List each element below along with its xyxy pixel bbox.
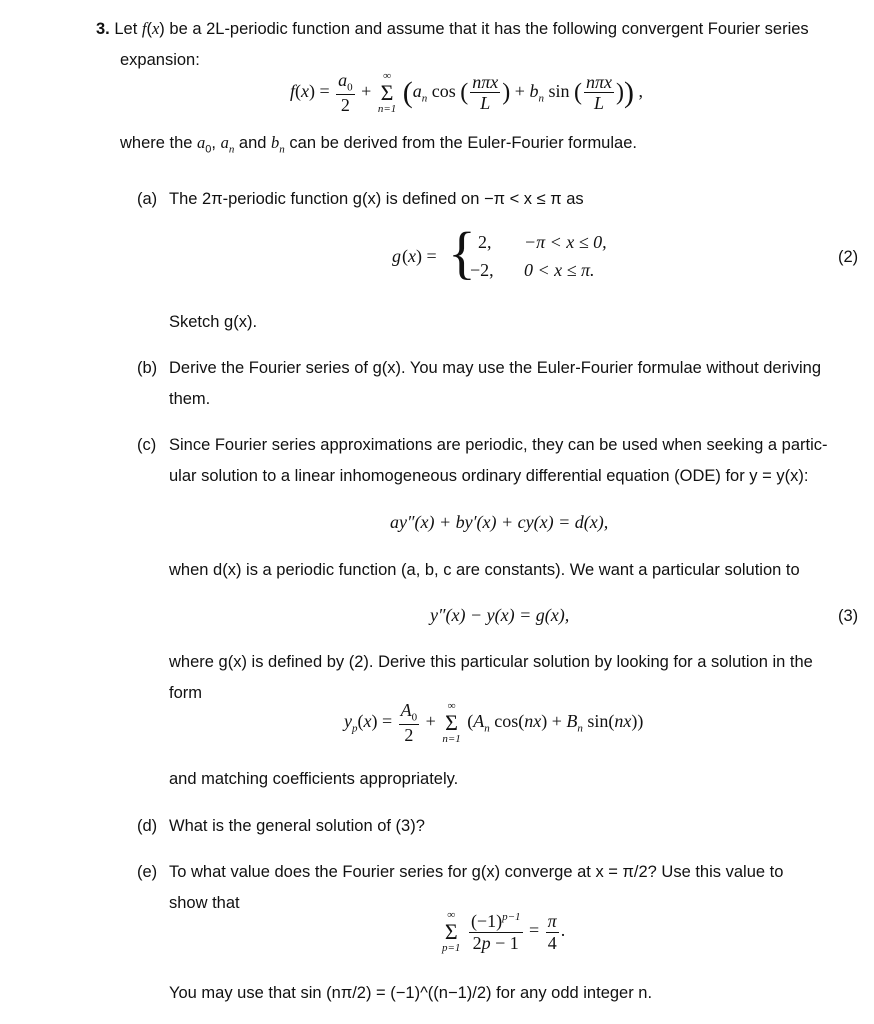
problem-intro: 3. Let f(x) be a 2L-periodic function and assume that it has the following convergent Fourier series xyxy=(96,19,809,38)
intro-line1: be a 2L-periodic function and assume that it has the following convergent Fourier series xyxy=(169,20,809,38)
case1-value: 2, xyxy=(478,232,492,252)
ode-specific: y″(x) − y(x) = g(x), xyxy=(430,605,570,625)
part-a-label: (a) xyxy=(137,190,158,208)
particular-solution-form: $y_p(x)$ = $\frac{A_0}{2}$ + ∞ Σ n=1 ($A_n$ $\cos(nx) + B_n$ sin(nx)) xyxy=(344,699,644,746)
part-c-line4: where g(x) is defined by (2). Derive this particular solution by looking for a solution in the xyxy=(169,653,813,671)
equation-number-3: (3) xyxy=(838,607,859,625)
ode-general: ay″(x) + by′(x) + cy(x) = d(x), xyxy=(390,512,609,532)
part-b-line1: Derive the Fourier series of g(x). You may use the Euler-Fourier formulae without deriving xyxy=(169,359,822,377)
part-c-line2: ular solution to a linear inhomogeneous ordinary differential equation (ODE) for y = y(x): xyxy=(169,467,809,485)
part-b-label: (b) xyxy=(137,359,158,377)
part-b-line2: them. xyxy=(169,390,211,408)
euler-line-text: can be derived from the Euler-Fourier formulae. xyxy=(289,134,637,152)
intro-line2: expansion: xyxy=(120,51,200,69)
case1-condition: −π < x ≤ 0, xyxy=(524,232,607,252)
problem-number: 3. xyxy=(96,20,110,38)
part-e-line1: To what value does the Fourier series for g(x) converge at x = π/2? Use this value to xyxy=(169,863,784,881)
part-c-line5: form xyxy=(169,684,202,702)
part-c-line1: Since Fourier series approximations are periodic, they can be used when seeking a partic- xyxy=(169,436,828,454)
part-e-line2: show that xyxy=(169,894,240,912)
part-e-label: (e) xyxy=(137,863,158,881)
part-d-text: What is the general solution of (3)? xyxy=(169,817,425,835)
case2-value: −2, xyxy=(470,260,494,280)
part-c-label: (c) xyxy=(137,436,157,454)
leibniz-series: ∞ Σ p=1 $\frac{(-1)^{p-1}}{2p - 1}$ = $\frac{\pi}{4}$ . xyxy=(442,909,566,954)
case2-condition: 0 < x ≤ π. xyxy=(524,260,595,280)
part-a-sketch: Sketch g(x). xyxy=(169,313,258,331)
part-c-line3: when d(x) is a periodic function (a, b, c are constants). We want a particular solution to xyxy=(169,561,800,579)
part-c-line6: and matching coefficients appropriately. xyxy=(169,770,459,788)
equation-number-2: (2) xyxy=(838,248,859,266)
part-a-text: The 2π-periodic function g(x) is defined on −π < x ≤ π as xyxy=(169,190,584,208)
euler-line: where the $a_0$, $a_n$ and $b_n$ can be derived from the Euler-Fourier formulae. xyxy=(120,133,637,156)
part-d-label: (d) xyxy=(137,817,158,835)
fourier-series-equation: f(x) = $\frac{a_0}{2}$ + ∞ Σ n=1 ($a_n$ cos ( $\frac{\text{nπx}}{L}$ ) + $b_n$ sin ( $\frac{\text{nπx}}{L}$ )) , xyxy=(290,69,643,116)
part-e-footer: You may use that sin (nπ/2) = (−1)^((n−1)/2) for any odd integer n. xyxy=(169,984,653,1002)
